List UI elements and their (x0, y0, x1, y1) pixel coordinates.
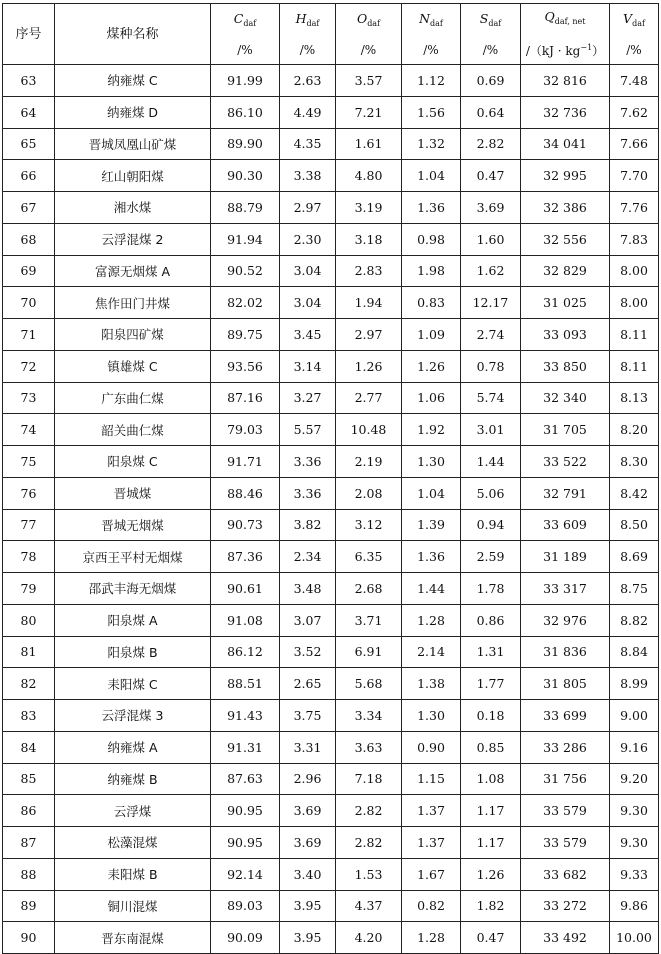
cell-carbon: 90.95 (211, 827, 280, 859)
cell-carbon: 91.94 (211, 223, 280, 255)
cell-sulfur: 1.82 (461, 890, 521, 922)
cell-hydrogen: 3.69 (280, 795, 336, 827)
cell-carbon: 90.52 (211, 255, 280, 287)
cell-coal-name: 耒阳煤 B (55, 858, 211, 890)
cell-volatile: 7.70 (610, 160, 659, 192)
cell-nitrogen: 0.98 (402, 223, 461, 255)
cell-coal-name: 湘水煤 (55, 192, 211, 224)
cell-volatile: 9.00 (610, 700, 659, 732)
cell-coal-name: 纳雍煤 D (55, 96, 211, 128)
cell-carbon: 88.79 (211, 192, 280, 224)
cell-carbon: 90.30 (211, 160, 280, 192)
cell-index: 69 (3, 255, 55, 287)
cell-volatile: 9.16 (610, 731, 659, 763)
cell-index: 76 (3, 477, 55, 509)
cell-coal-name: 云浮煤 (55, 795, 211, 827)
table-row (3, 763, 659, 795)
cell-hydrogen: 3.07 (280, 604, 336, 636)
cell-coal-name: 广东曲仁煤 (55, 382, 211, 414)
cell-coal-name: 晋城凤凰山矿煤 (55, 128, 211, 160)
cell-nitrogen: 1.26 (402, 350, 461, 382)
cell-sulfur: 12.17 (461, 287, 521, 319)
cell-index: 66 (3, 160, 55, 192)
table-row (3, 604, 659, 636)
cell-volatile: 9.30 (610, 795, 659, 827)
cell-volatile: 9.30 (610, 827, 659, 859)
cell-heating-value: 31 705 (521, 414, 610, 446)
cell-coal-name: 晋城无烟煤 (55, 509, 211, 541)
cell-hydrogen: 3.69 (280, 827, 336, 859)
cell-coal-name: 富源无烟煤 A (55, 255, 211, 287)
cell-coal-name: 耒阳煤 C (55, 668, 211, 700)
cell-carbon: 89.90 (211, 128, 280, 160)
table-row (3, 731, 659, 763)
cell-oxygen: 4.20 (336, 922, 402, 954)
table-row (3, 65, 659, 97)
cell-sulfur: 5.74 (461, 382, 521, 414)
cell-nitrogen: 1.44 (402, 573, 461, 605)
cell-nitrogen: 1.09 (402, 319, 461, 351)
table-row (3, 795, 659, 827)
cell-carbon: 86.10 (211, 96, 280, 128)
cell-hydrogen: 3.31 (280, 731, 336, 763)
cell-volatile: 8.30 (610, 446, 659, 478)
cell-carbon: 88.51 (211, 668, 280, 700)
cell-index: 68 (3, 223, 55, 255)
table-row (3, 255, 659, 287)
cell-oxygen: 3.34 (336, 700, 402, 732)
table-row (3, 192, 659, 224)
cell-index: 87 (3, 827, 55, 859)
cell-hydrogen: 3.04 (280, 287, 336, 319)
cell-coal-name: 纳雍煤 A (55, 731, 211, 763)
cell-hydrogen: 3.36 (280, 477, 336, 509)
cell-carbon: 91.08 (211, 604, 280, 636)
cell-sulfur: 0.18 (461, 700, 521, 732)
cell-hydrogen: 3.45 (280, 319, 336, 351)
cell-index: 82 (3, 668, 55, 700)
cell-heating-value: 33 272 (521, 890, 610, 922)
cell-index: 65 (3, 128, 55, 160)
cell-index: 70 (3, 287, 55, 319)
cell-carbon: 89.75 (211, 319, 280, 351)
table-row (3, 668, 659, 700)
cell-sulfur: 1.08 (461, 763, 521, 795)
cell-carbon: 89.03 (211, 890, 280, 922)
cell-index: 64 (3, 96, 55, 128)
cell-sulfur: 3.69 (461, 192, 521, 224)
cell-oxygen: 2.19 (336, 446, 402, 478)
cell-heating-value: 32 736 (521, 96, 610, 128)
cell-sulfur: 0.47 (461, 160, 521, 192)
cell-carbon: 93.56 (211, 350, 280, 382)
header-carbon: $C_{daf}$ /% (211, 4, 280, 65)
header-index: 序号 (3, 4, 55, 65)
cell-nitrogen: 2.14 (402, 636, 461, 668)
cell-hydrogen: 3.38 (280, 160, 336, 192)
cell-oxygen: 2.68 (336, 573, 402, 605)
cell-hydrogen: 3.04 (280, 255, 336, 287)
cell-carbon: 91.43 (211, 700, 280, 732)
cell-hydrogen: 2.96 (280, 763, 336, 795)
cell-hydrogen: 3.95 (280, 922, 336, 954)
cell-heating-value: 33 699 (521, 700, 610, 732)
cell-heating-value: 31 805 (521, 668, 610, 700)
cell-heating-value: 33 286 (521, 731, 610, 763)
cell-index: 63 (3, 65, 55, 97)
cell-oxygen: 2.08 (336, 477, 402, 509)
cell-hydrogen: 3.95 (280, 890, 336, 922)
cell-sulfur: 0.64 (461, 96, 521, 128)
table-row (3, 414, 659, 446)
cell-volatile: 7.62 (610, 96, 659, 128)
cell-sulfur: 3.01 (461, 414, 521, 446)
cell-oxygen: 2.82 (336, 827, 402, 859)
cell-volatile: 8.42 (610, 477, 659, 509)
cell-oxygen: 6.91 (336, 636, 402, 668)
cell-index: 86 (3, 795, 55, 827)
cell-volatile: 8.50 (610, 509, 659, 541)
cell-heating-value: 31 025 (521, 287, 610, 319)
cell-coal-name: 纳雍煤 B (55, 763, 211, 795)
cell-oxygen: 2.77 (336, 382, 402, 414)
cell-heating-value: 31 836 (521, 636, 610, 668)
header-volatile: $V_{daf}$ /% (610, 4, 659, 65)
cell-volatile: 8.13 (610, 382, 659, 414)
cell-nitrogen: 1.04 (402, 160, 461, 192)
cell-volatile: 7.83 (610, 223, 659, 255)
cell-heating-value: 32 556 (521, 223, 610, 255)
cell-heating-value: 33 579 (521, 827, 610, 859)
cell-coal-name: 云浮混煤 3 (55, 700, 211, 732)
cell-index: 74 (3, 414, 55, 446)
cell-index: 67 (3, 192, 55, 224)
header-name: 煤种名称 (55, 4, 211, 65)
cell-sulfur: 2.74 (461, 319, 521, 351)
cell-heating-value: 33 850 (521, 350, 610, 382)
cell-oxygen: 2.97 (336, 319, 402, 351)
cell-hydrogen: 2.63 (280, 65, 336, 97)
cell-nitrogen: 1.92 (402, 414, 461, 446)
cell-oxygen: 6.35 (336, 541, 402, 573)
cell-oxygen: 5.68 (336, 668, 402, 700)
cell-hydrogen: 3.14 (280, 350, 336, 382)
cell-sulfur: 2.82 (461, 128, 521, 160)
cell-carbon: 87.36 (211, 541, 280, 573)
header-hydrogen: $H_{daf}$ /% (280, 4, 336, 65)
cell-sulfur: 0.69 (461, 65, 521, 97)
coal-properties-table (2, 3, 659, 954)
cell-heating-value: 31 189 (521, 541, 610, 573)
cell-coal-name: 镇雄煤 C (55, 350, 211, 382)
cell-oxygen: 2.83 (336, 255, 402, 287)
cell-heating-value: 32 816 (521, 65, 610, 97)
cell-index: 88 (3, 858, 55, 890)
cell-heating-value: 33 522 (521, 446, 610, 478)
cell-nitrogen: 1.98 (402, 255, 461, 287)
cell-carbon: 90.09 (211, 922, 280, 954)
cell-nitrogen: 0.83 (402, 287, 461, 319)
cell-oxygen: 3.57 (336, 65, 402, 97)
cell-sulfur: 2.59 (461, 541, 521, 573)
cell-volatile: 7.48 (610, 65, 659, 97)
cell-hydrogen: 3.48 (280, 573, 336, 605)
table-row (3, 319, 659, 351)
table-body (3, 65, 659, 954)
cell-heating-value: 32 791 (521, 477, 610, 509)
cell-volatile: 8.20 (610, 414, 659, 446)
cell-nitrogen: 1.32 (402, 128, 461, 160)
cell-index: 77 (3, 509, 55, 541)
cell-index: 73 (3, 382, 55, 414)
cell-oxygen: 3.18 (336, 223, 402, 255)
cell-nitrogen: 1.30 (402, 700, 461, 732)
cell-oxygen: 2.82 (336, 795, 402, 827)
cell-hydrogen: 3.52 (280, 636, 336, 668)
cell-index: 83 (3, 700, 55, 732)
cell-sulfur: 1.26 (461, 858, 521, 890)
table-row (3, 446, 659, 478)
table-row (3, 573, 659, 605)
cell-heating-value: 32 386 (521, 192, 610, 224)
cell-coal-name: 阳泉煤 B (55, 636, 211, 668)
cell-index: 80 (3, 604, 55, 636)
cell-nitrogen: 1.37 (402, 795, 461, 827)
cell-coal-name: 阳泉煤 C (55, 446, 211, 478)
cell-nitrogen: 1.28 (402, 922, 461, 954)
cell-nitrogen: 1.06 (402, 382, 461, 414)
cell-hydrogen: 3.27 (280, 382, 336, 414)
cell-volatile: 8.00 (610, 255, 659, 287)
cell-oxygen: 7.18 (336, 763, 402, 795)
cell-carbon: 87.63 (211, 763, 280, 795)
table-row (3, 160, 659, 192)
table-row (3, 541, 659, 573)
cell-coal-name: 晋东南混煤 (55, 922, 211, 954)
cell-volatile: 7.66 (610, 128, 659, 160)
cell-heating-value: 31 756 (521, 763, 610, 795)
cell-carbon: 86.12 (211, 636, 280, 668)
cell-nitrogen: 1.39 (402, 509, 461, 541)
cell-carbon: 82.02 (211, 287, 280, 319)
header-heating-value: $Q_{daf, net}$ $/(kJ \cdot kg^{-1})$ (521, 4, 610, 65)
cell-nitrogen: 0.90 (402, 731, 461, 763)
cell-nitrogen: 0.82 (402, 890, 461, 922)
cell-heating-value: 33 093 (521, 319, 610, 351)
cell-volatile: 7.76 (610, 192, 659, 224)
cell-hydrogen: 5.57 (280, 414, 336, 446)
cell-coal-name: 红山朝阳煤 (55, 160, 211, 192)
cell-carbon: 91.31 (211, 731, 280, 763)
cell-coal-name: 松藻混煤 (55, 827, 211, 859)
header-oxygen: $O_{daf}$ /% (336, 4, 402, 65)
table-row (3, 382, 659, 414)
cell-carbon: 79.03 (211, 414, 280, 446)
cell-hydrogen: 2.34 (280, 541, 336, 573)
cell-oxygen: 3.71 (336, 604, 402, 636)
table-row (3, 96, 659, 128)
cell-coal-name: 铜川混煤 (55, 890, 211, 922)
table-row (3, 827, 659, 859)
header-sulfur: $S_{daf}$ /% (461, 4, 521, 65)
cell-oxygen: 1.61 (336, 128, 402, 160)
cell-hydrogen: 3.36 (280, 446, 336, 478)
cell-oxygen: 1.94 (336, 287, 402, 319)
table-row (3, 890, 659, 922)
cell-oxygen: 10.48 (336, 414, 402, 446)
cell-nitrogen: 1.30 (402, 446, 461, 478)
cell-index: 78 (3, 541, 55, 573)
cell-coal-name: 云浮混煤 2 (55, 223, 211, 255)
cell-hydrogen: 3.82 (280, 509, 336, 541)
table-row (3, 350, 659, 382)
cell-nitrogen: 1.38 (402, 668, 461, 700)
cell-heating-value: 32 829 (521, 255, 610, 287)
cell-oxygen: 3.63 (336, 731, 402, 763)
cell-volatile: 8.69 (610, 541, 659, 573)
table-row (3, 858, 659, 890)
cell-heating-value: 33 682 (521, 858, 610, 890)
cell-nitrogen: 1.37 (402, 827, 461, 859)
table-row (3, 477, 659, 509)
cell-carbon: 91.71 (211, 446, 280, 478)
cell-nitrogen: 1.28 (402, 604, 461, 636)
cell-nitrogen: 1.36 (402, 541, 461, 573)
cell-sulfur: 5.06 (461, 477, 521, 509)
cell-heating-value: 33 492 (521, 922, 610, 954)
cell-index: 81 (3, 636, 55, 668)
cell-oxygen: 3.19 (336, 192, 402, 224)
cell-oxygen: 1.26 (336, 350, 402, 382)
cell-volatile: 8.11 (610, 319, 659, 351)
cell-index: 85 (3, 763, 55, 795)
cell-volatile: 8.11 (610, 350, 659, 382)
cell-coal-name: 阳泉四矿煤 (55, 319, 211, 351)
header-nitrogen: $N_{daf}$ /% (402, 4, 461, 65)
cell-hydrogen: 4.49 (280, 96, 336, 128)
cell-index: 71 (3, 319, 55, 351)
cell-sulfur: 0.86 (461, 604, 521, 636)
cell-hydrogen: 2.30 (280, 223, 336, 255)
cell-carbon: 92.14 (211, 858, 280, 890)
cell-volatile: 8.99 (610, 668, 659, 700)
cell-coal-name: 京西王平村无烟煤 (55, 541, 211, 573)
cell-nitrogen: 1.04 (402, 477, 461, 509)
cell-sulfur: 1.31 (461, 636, 521, 668)
cell-heating-value: 33 317 (521, 573, 610, 605)
cell-carbon: 90.61 (211, 573, 280, 605)
cell-index: 84 (3, 731, 55, 763)
cell-heating-value: 33 609 (521, 509, 610, 541)
cell-index: 72 (3, 350, 55, 382)
cell-index: 90 (3, 922, 55, 954)
cell-oxygen: 4.80 (336, 160, 402, 192)
cell-sulfur: 0.47 (461, 922, 521, 954)
cell-carbon: 90.73 (211, 509, 280, 541)
cell-coal-name: 邵武丰海无烟煤 (55, 573, 211, 605)
cell-index: 89 (3, 890, 55, 922)
cell-heating-value: 32 995 (521, 160, 610, 192)
cell-heating-value: 32 340 (521, 382, 610, 414)
cell-nitrogen: 1.36 (402, 192, 461, 224)
cell-sulfur: 0.94 (461, 509, 521, 541)
cell-oxygen: 1.53 (336, 858, 402, 890)
cell-oxygen: 7.21 (336, 96, 402, 128)
cell-coal-name: 阳泉煤 A (55, 604, 211, 636)
table-row (3, 700, 659, 732)
cell-carbon: 91.99 (211, 65, 280, 97)
table-row (3, 287, 659, 319)
cell-volatile: 8.00 (610, 287, 659, 319)
table-row (3, 223, 659, 255)
cell-volatile: 10.00 (610, 922, 659, 954)
header-row (3, 4, 659, 65)
cell-nitrogen: 1.15 (402, 763, 461, 795)
cell-sulfur: 1.44 (461, 446, 521, 478)
cell-sulfur: 0.78 (461, 350, 521, 382)
cell-nitrogen: 1.12 (402, 65, 461, 97)
cell-volatile: 9.86 (610, 890, 659, 922)
cell-sulfur: 1.78 (461, 573, 521, 605)
cell-carbon: 87.16 (211, 382, 280, 414)
cell-coal-name: 韶关曲仁煤 (55, 414, 211, 446)
table-row (3, 509, 659, 541)
table-row (3, 636, 659, 668)
cell-sulfur: 1.60 (461, 223, 521, 255)
cell-coal-name: 晋城煤 (55, 477, 211, 509)
cell-nitrogen: 1.56 (402, 96, 461, 128)
cell-sulfur: 1.17 (461, 795, 521, 827)
cell-heating-value: 32 976 (521, 604, 610, 636)
cell-index: 79 (3, 573, 55, 605)
cell-carbon: 90.95 (211, 795, 280, 827)
cell-hydrogen: 2.97 (280, 192, 336, 224)
cell-volatile: 8.75 (610, 573, 659, 605)
cell-volatile: 8.82 (610, 604, 659, 636)
cell-carbon: 88.46 (211, 477, 280, 509)
cell-volatile: 9.20 (610, 763, 659, 795)
cell-index: 75 (3, 446, 55, 478)
cell-hydrogen: 3.75 (280, 700, 336, 732)
cell-oxygen: 3.12 (336, 509, 402, 541)
cell-coal-name: 纳雍煤 C (55, 65, 211, 97)
cell-nitrogen: 1.67 (402, 858, 461, 890)
cell-sulfur: 1.62 (461, 255, 521, 287)
cell-heating-value: 33 579 (521, 795, 610, 827)
cell-hydrogen: 3.40 (280, 858, 336, 890)
cell-heating-value: 34 041 (521, 128, 610, 160)
cell-sulfur: 1.17 (461, 827, 521, 859)
cell-oxygen: 4.37 (336, 890, 402, 922)
cell-hydrogen: 4.35 (280, 128, 336, 160)
cell-hydrogen: 2.65 (280, 668, 336, 700)
cell-volatile: 9.33 (610, 858, 659, 890)
cell-sulfur: 0.85 (461, 731, 521, 763)
cell-sulfur: 1.77 (461, 668, 521, 700)
cell-coal-name: 焦作田门井煤 (55, 287, 211, 319)
cell-volatile: 8.84 (610, 636, 659, 668)
table-row (3, 128, 659, 160)
